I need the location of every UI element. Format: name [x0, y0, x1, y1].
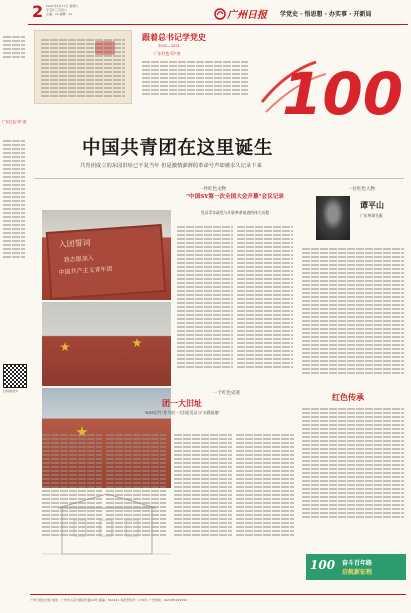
headline-title: 中国共青团在这里诞生 [82, 138, 274, 159]
page-number: 2 [32, 2, 44, 21]
article-deck: "SDS后代"作为团一大旧址见证与"实践基地" [144, 410, 220, 415]
centenary-logo [256, 32, 406, 130]
oath-board [46, 224, 166, 300]
article-body [237, 224, 293, 374]
portrait-photo [316, 196, 350, 240]
article-body [302, 246, 404, 380]
promo-line: 启航新征程 [342, 569, 373, 576]
article-artifact [175, 182, 295, 382]
series-intro-text [142, 59, 248, 97]
building-sketch [42, 490, 171, 560]
person-name: 谭平山 [360, 200, 384, 210]
sidebar-text [3, 34, 25, 60]
date-line: 主编：xx 编辑：xx [46, 12, 73, 16]
sidebar-column [3, 138, 25, 348]
red-star-icon [132, 338, 142, 348]
article-body [177, 224, 233, 374]
slogan: 开新局 [353, 11, 372, 18]
main-photo [42, 210, 171, 300]
person-role: 广东革命先驱 [360, 213, 383, 218]
article-site-header [42, 398, 296, 432]
series-title: 跟着总书记学党史 [142, 32, 206, 42]
promo-logo: 100 [310, 558, 336, 572]
article-title: 团一大旧址 [162, 398, 202, 408]
article-body [302, 406, 404, 526]
date-line: 辛丑年三月初六 [46, 8, 68, 12]
footer-rule [30, 594, 406, 595]
slogan: 办实事 [328, 11, 347, 18]
slogan-bar [280, 9, 371, 18]
red-star-icon [60, 342, 70, 352]
promo-line: 奋斗百年路 [342, 560, 373, 567]
article-kicker: 一位红色人物 [348, 187, 375, 192]
headline-block [30, 134, 408, 174]
sidebar-caption: 广东红色"印"迹 [2, 120, 27, 124]
slogan: 学党史 [280, 11, 299, 18]
section-divider [34, 178, 404, 179]
oath-line: 我志愿加入 [63, 254, 94, 264]
paper-logo [213, 6, 275, 20]
date-line: 2021年4月17日 星期六 [46, 4, 79, 8]
article-kicker: 一件红色文物 [199, 187, 226, 192]
article-deck: 见证青年政党与开辟革命前进的伟大历程 [200, 210, 270, 215]
oath-title: 入团誓词 [58, 238, 91, 250]
article-title: "中国SY第一次全国大会开幕"会议记录 [186, 194, 284, 200]
series-years: 1921—2021 [158, 44, 180, 48]
building-sketch-icon [42, 490, 171, 560]
article-title: 红色传承 [332, 392, 364, 402]
headline-subtitle: 共青团成立的东园旧址已不复当年 但是激情澎湃的革命号声却被永久记录下来 [80, 163, 262, 169]
series-header [30, 26, 408, 134]
date-lines [46, 4, 116, 16]
qr-caption: 扫码看更多 [3, 389, 19, 393]
footer-text: 广州日报社出版 地址：广州市人民中路同乐路10号 邮编：510121 本报零售价：1.50元 广告热线：(020)81919191 [30, 598, 188, 602]
left-sidebar [0, 28, 28, 568]
slogan-separator: · [298, 11, 305, 18]
logo-number: 100 [282, 60, 404, 128]
building-photo [42, 302, 171, 386]
masthead-rule [28, 24, 408, 25]
promo-badge [306, 554, 406, 580]
article-kicker: 一个红色史迹 [213, 391, 240, 396]
centenary-100-icon [256, 32, 406, 130]
slogan: 悟思想 [304, 11, 323, 18]
slogan-separator: · [346, 11, 354, 18]
article-person [300, 182, 406, 382]
slogan-separator: · [322, 11, 329, 18]
qr-code[interactable] [3, 364, 27, 388]
series-subtitle: 广东红色"印"迹 [154, 51, 181, 56]
oath-line: 中国共产主义青年团 [58, 265, 113, 277]
paper-name: 广州日报 [227, 10, 267, 21]
article-legacy [300, 384, 406, 554]
archive-document-image [34, 30, 132, 104]
